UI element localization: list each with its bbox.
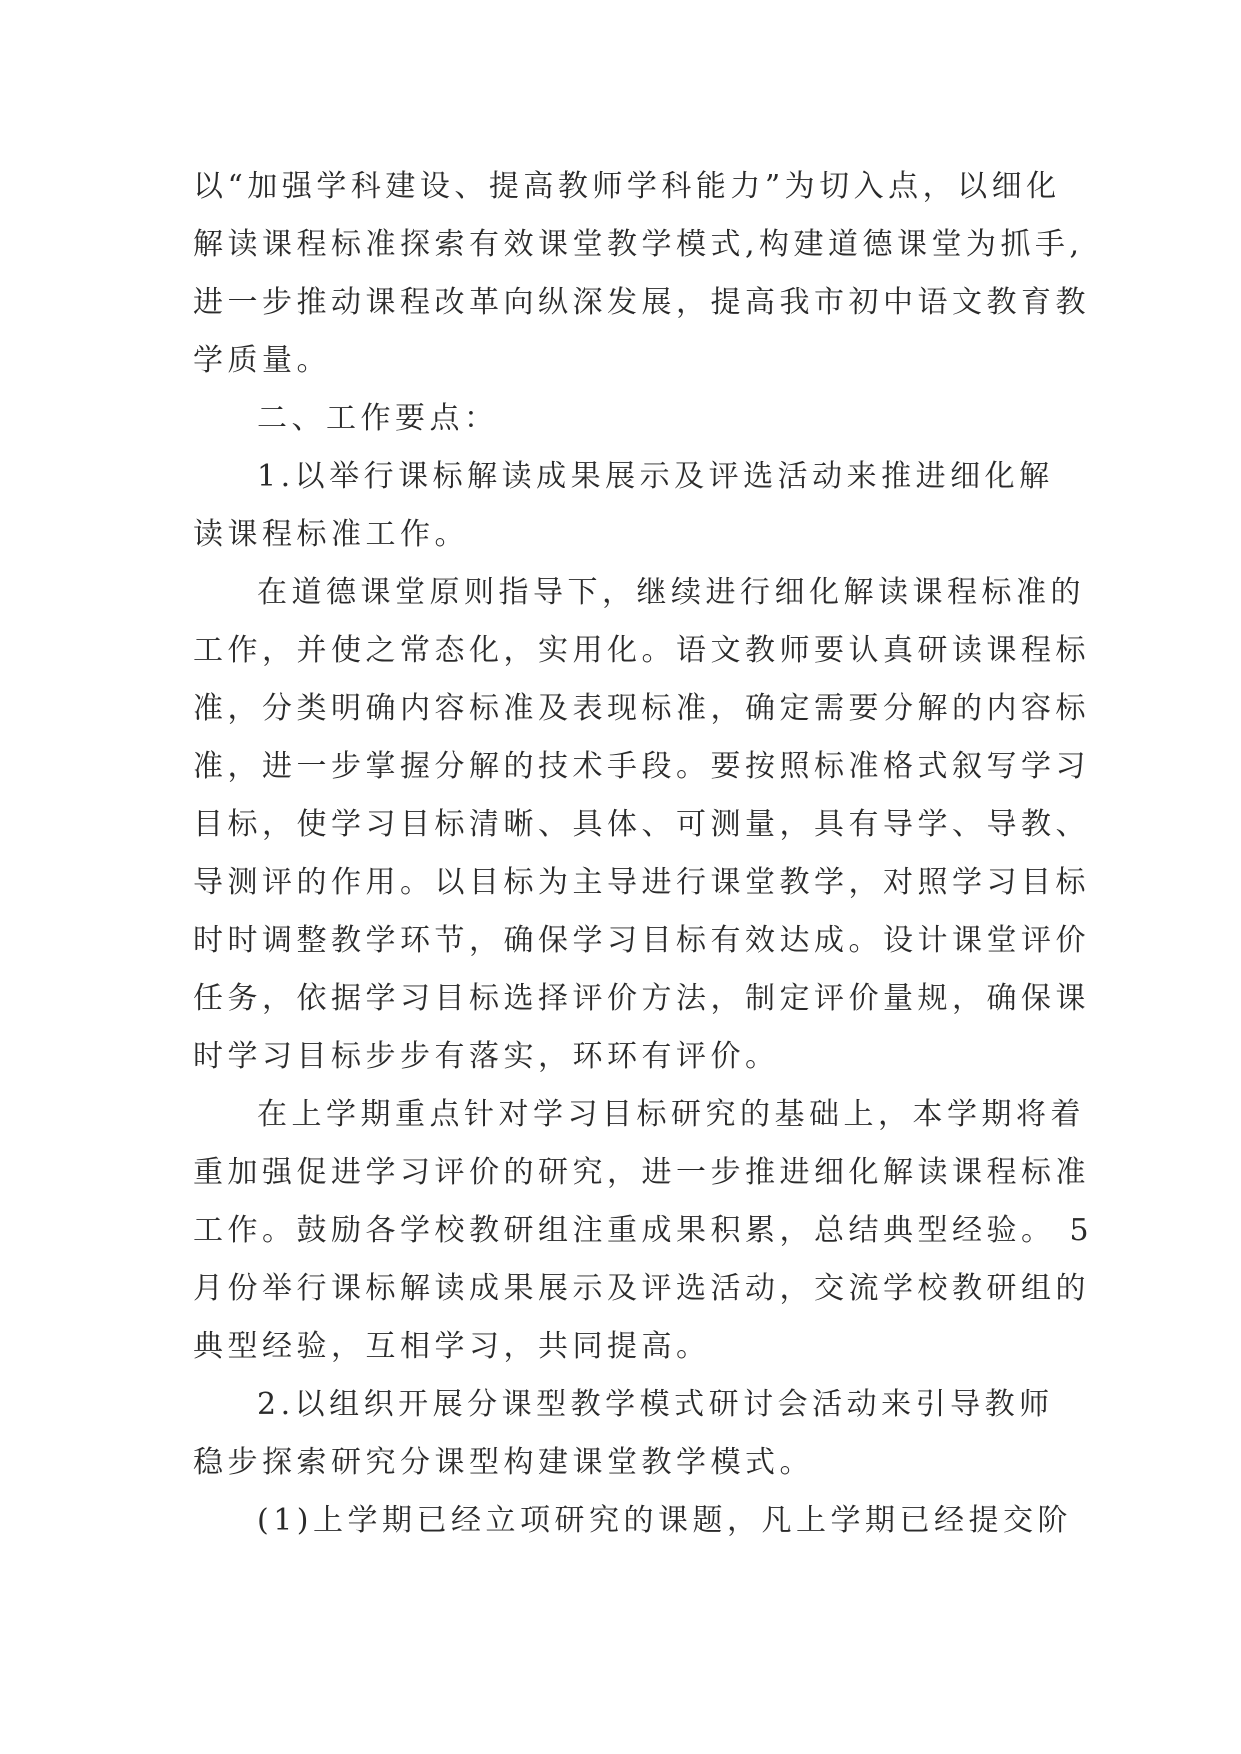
subsection-heading: 2.以组织开展分课型教学模式研讨会活动来引导教师 <box>257 1387 1054 1422</box>
paragraph-line: 工作，并使之常态化，实用化。语文教师要认真研读课程标 <box>193 633 1090 668</box>
paragraph-line: 工作。鼓励各学校教研组注重成果积累，总结典型经验。 5 <box>193 1213 1094 1248</box>
paragraph-line: 典型经验，互相学习，共同提高。 <box>193 1329 711 1364</box>
paragraph-line: 在上学期重点针对学习目标研究的基础上，本学期将着 <box>257 1097 1085 1132</box>
paragraph-line: 以“加强学科建设、提高教师学科能力”为切入点，以细化 <box>193 169 1061 204</box>
paragraph-line: 任务，依据学习目标选择评价方法，制定评价量规，确保课 <box>193 981 1090 1016</box>
subsection-heading: 1.以举行课标解读成果展示及评选活动来推进细化解 <box>257 459 1054 494</box>
paragraph-line: 目标，使学习目标清晰、具体、可测量，具有导学、导教、 <box>193 807 1090 842</box>
paragraph-line: 学质量。 <box>193 343 331 378</box>
paragraph-line: 时时调整教学环节，确保学习目标有效达成。设计课堂评价 <box>193 923 1090 958</box>
paragraph-line: 进一步推动课程改革向纵深发展，提高我市初中语文教育教 <box>193 285 1090 320</box>
paragraph-line: 准，进一步掌握分解的技术手段。要按照标准格式叙写学习 <box>193 749 1090 784</box>
paragraph-line: 时学习目标步步有落实，环环有评价。 <box>193 1039 780 1074</box>
document-body <box>193 158 1094 1550</box>
paragraph-line: 导测评的作用。以目标为主导进行课堂教学，对照学习目标 <box>193 865 1090 900</box>
paragraph-line: 准，分类明确内容标准及表现标准，确定需要分解的内容标 <box>193 691 1090 726</box>
paragraph-line: 解读课程标准探索有效课堂教学模式,构建道德课堂为抓手, <box>193 227 1084 262</box>
paragraph-line: 月份举行课标解读成果展示及评选活动，交流学校教研组的 <box>193 1271 1090 1306</box>
paragraph-line: 在道德课堂原则指导下，继续进行细化解读课程标准的 <box>257 575 1085 610</box>
paragraph-line: 重加强促进学习评价的研究，进一步推进细化解读课程标准 <box>193 1155 1090 1190</box>
paragraph-line: 稳步探索研究分课型构建课堂教学模式。 <box>193 1445 814 1480</box>
section-heading: 二、工作要点： <box>257 401 499 436</box>
paragraph-line: 读课程标准工作。 <box>193 517 469 552</box>
paragraph-line: (1)上学期已经立项研究的课题，凡上学期已经提交阶 <box>257 1503 1072 1538</box>
